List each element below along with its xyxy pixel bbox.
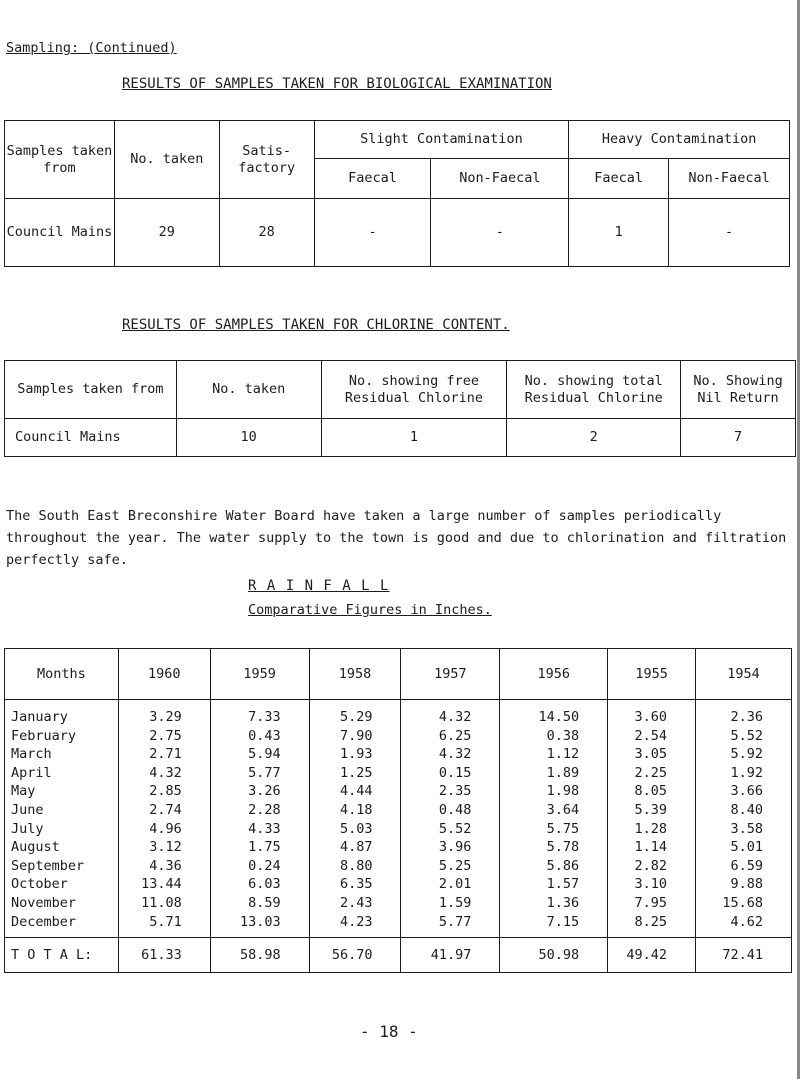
cell-rainfall-value: 2.71	[118, 745, 210, 764]
cell-total-value: 41.97	[401, 938, 500, 973]
cell-no: 29	[114, 199, 219, 267]
cell-rainfall-value: 5.94	[210, 745, 309, 764]
cell-rainfall-value: 3.26	[210, 782, 309, 801]
cell-rainfall-value: 3.96	[401, 838, 500, 857]
cell-rainfall-value: 1.93	[309, 745, 401, 764]
cell-rainfall-value: 2.35	[401, 782, 500, 801]
cell-rainfall-value: 7.90	[309, 727, 401, 746]
cell-total-value: 58.98	[210, 938, 309, 973]
cell-rainfall-value: 5.52	[401, 820, 500, 839]
cell-rainfall-value: 7.15	[500, 913, 608, 938]
cell-rainfall-value: 11.08	[118, 894, 210, 913]
cell-rainfall-value: 5.86	[500, 857, 608, 876]
cell-rainfall-value: 2.28	[210, 801, 309, 820]
cell-rainfall-value: 4.36	[118, 857, 210, 876]
table-row	[5, 913, 792, 938]
header-year-1959: 1959	[210, 649, 309, 700]
header-heavy-faecal: Faecal	[569, 159, 669, 199]
cell-rainfall-value: 3.66	[696, 782, 792, 801]
header-year-1958: 1958	[309, 649, 401, 700]
header-heavy-contamination: Heavy Contamination	[569, 121, 790, 159]
rainfall-table	[4, 648, 792, 973]
cell-total-value: 49.42	[608, 938, 696, 973]
total-label: T O T A L:	[5, 938, 119, 973]
cell-rainfall-value: 4.33	[210, 820, 309, 839]
cell-rainfall-value: 2.74	[118, 801, 210, 820]
header-year-1954: 1954	[696, 649, 792, 700]
cell-rainfall-value: 15.68	[696, 894, 792, 913]
cell-month: January	[5, 700, 119, 727]
cell-rainfall-value: 3.12	[118, 838, 210, 857]
cell-rainfall-value: 3.60	[608, 700, 696, 727]
table-row	[5, 764, 792, 783]
cell-rainfall-value: 1.98	[500, 782, 608, 801]
header-year-1957: 1957	[401, 649, 500, 700]
cell-rainfall-value: 4.44	[309, 782, 401, 801]
biological-results-table	[4, 120, 790, 267]
cell-rainfall-value: 2.01	[401, 875, 500, 894]
header-year-1956: 1956	[500, 649, 608, 700]
cell-rainfall-value: 3.05	[608, 745, 696, 764]
cell-rainfall-value: 4.23	[309, 913, 401, 938]
cell-rainfall-value: 0.48	[401, 801, 500, 820]
table-row	[5, 419, 796, 457]
cell-rainfall-value: 13.03	[210, 913, 309, 938]
header-free-residual-chlorine: No. showing free Residual Chlorine	[321, 361, 507, 419]
cell-rainfall-value: 2.43	[309, 894, 401, 913]
total-row	[5, 938, 792, 973]
water-supply-paragraph: The South East Breconshire Water Board have taken a large number of samples periodically throughout the year. The water supply to the town is good and due to chlorination and filtration perfectly safe.	[6, 508, 787, 568]
chlorine-results-table	[4, 360, 796, 457]
section-title: Sampling: (Continued)	[6, 40, 177, 56]
cell-rainfall-value: 6.35	[309, 875, 401, 894]
cell-rainfall-value: 0.24	[210, 857, 309, 876]
cell-rainfall-value: 9.88	[696, 875, 792, 894]
cell-rainfall-value: 5.39	[608, 801, 696, 820]
table-row	[5, 745, 792, 764]
cell-from: Council Mains	[5, 199, 115, 267]
cell-rainfall-value: 5.78	[500, 838, 608, 857]
cell-month: July	[5, 820, 119, 839]
cell-month: December	[5, 913, 119, 938]
cell-total: 2	[507, 419, 681, 457]
table-row	[5, 838, 792, 857]
cell-rainfall-value: 5.52	[696, 727, 792, 746]
cell-rainfall-value: 1.75	[210, 838, 309, 857]
cell-slight-faecal: -	[314, 199, 431, 267]
cell-rainfall-value: 8.40	[696, 801, 792, 820]
cell-rainfall-value: 1.28	[608, 820, 696, 839]
table-row	[5, 857, 792, 876]
header-no-taken: No. taken	[114, 121, 219, 199]
cell-rainfall-value: 1.25	[309, 764, 401, 783]
cell-rainfall-value: 5.77	[401, 913, 500, 938]
header-heavy-non-faecal: Non-Faecal	[669, 159, 790, 199]
cell-total-value: 50.98	[500, 938, 608, 973]
cell-rainfall-value: 7.95	[608, 894, 696, 913]
cell-rainfall-value: 5.92	[696, 745, 792, 764]
cell-rainfall-value: 4.18	[309, 801, 401, 820]
cell-rainfall-value: 1.89	[500, 764, 608, 783]
cell-rainfall-value: 6.59	[696, 857, 792, 876]
cell-rainfall-value: 14.50	[500, 700, 608, 727]
table-row	[5, 782, 792, 801]
cell-total-value: 72.41	[696, 938, 792, 973]
cell-rainfall-value: 5.25	[401, 857, 500, 876]
cell-rainfall-value: 8.25	[608, 913, 696, 938]
header-no-taken: No. taken	[176, 361, 321, 419]
table-row	[5, 700, 792, 727]
header-samples-from: Samples taken from	[5, 361, 177, 419]
cell-rainfall-value: 3.10	[608, 875, 696, 894]
cell-rainfall-value: 3.58	[696, 820, 792, 839]
page-number: - 18 -	[360, 1022, 418, 1041]
cell-rainfall-value: 5.03	[309, 820, 401, 839]
cell-slight-non-faecal: -	[431, 199, 569, 267]
cell-from: Council Mains	[5, 419, 177, 457]
cell-no: 10	[176, 419, 321, 457]
table-row	[5, 727, 792, 746]
header-slight-non-faecal: Non-Faecal	[431, 159, 569, 199]
table-row	[5, 801, 792, 820]
biological-results-title: RESULTS OF SAMPLES TAKEN FOR BIOLOGICAL EXAMINATION	[122, 76, 552, 92]
cell-month: February	[5, 727, 119, 746]
cell-rainfall-value: 1.57	[500, 875, 608, 894]
header-slight-contamination: Slight Contamination	[314, 121, 569, 159]
cell-rainfall-value: 0.15	[401, 764, 500, 783]
cell-rainfall-value: 2.25	[608, 764, 696, 783]
header-total-residual-chlorine: No. showing total Residual Chlorine	[507, 361, 681, 419]
cell-rainfall-value: 2.54	[608, 727, 696, 746]
cell-rainfall-value: 2.85	[118, 782, 210, 801]
header-slight-faecal: Faecal	[314, 159, 431, 199]
cell-rainfall-value: 1.12	[500, 745, 608, 764]
cell-rainfall-value: 5.77	[210, 764, 309, 783]
cell-month: September	[5, 857, 119, 876]
header-samples-from: Samples taken from	[5, 121, 115, 199]
cell-rainfall-value: 5.01	[696, 838, 792, 857]
cell-rainfall-value: 4.32	[401, 745, 500, 764]
cell-month: March	[5, 745, 119, 764]
cell-rainfall-value: 5.75	[500, 820, 608, 839]
header-months: Months	[5, 649, 119, 700]
cell-satisfactory: 28	[219, 199, 314, 267]
table-row	[5, 820, 792, 839]
cell-nil: 7	[681, 419, 796, 457]
header-satisfactory: Satis- factory	[219, 121, 314, 199]
cell-rainfall-value: 8.80	[309, 857, 401, 876]
cell-rainfall-value: 6.25	[401, 727, 500, 746]
cell-rainfall-value: 5.29	[309, 700, 401, 727]
cell-rainfall-value: 4.62	[696, 913, 792, 938]
rainfall-subtitle: Comparative Figures in Inches.	[248, 602, 492, 618]
cell-rainfall-value: 4.32	[401, 700, 500, 727]
cell-rainfall-value: 0.43	[210, 727, 309, 746]
rainfall-title: R A I N F A L L	[248, 578, 390, 594]
table-row	[5, 894, 792, 913]
cell-month: August	[5, 838, 119, 857]
cell-month: November	[5, 894, 119, 913]
cell-rainfall-value: 1.92	[696, 764, 792, 783]
cell-rainfall-value: 2.82	[608, 857, 696, 876]
header-year-1955: 1955	[608, 649, 696, 700]
cell-rainfall-value: 8.05	[608, 782, 696, 801]
cell-total-value: 56.70	[309, 938, 401, 973]
table-row	[5, 875, 792, 894]
cell-free: 1	[321, 419, 507, 457]
header-year-1960: 1960	[118, 649, 210, 700]
cell-rainfall-value: 7.33	[210, 700, 309, 727]
cell-rainfall-value: 3.29	[118, 700, 210, 727]
header-nil-return: No. Showing Nil Return	[681, 361, 796, 419]
cell-rainfall-value: 4.87	[309, 838, 401, 857]
cell-rainfall-value: 1.14	[608, 838, 696, 857]
cell-rainfall-value: 2.75	[118, 727, 210, 746]
cell-month: May	[5, 782, 119, 801]
cell-rainfall-value: 3.64	[500, 801, 608, 820]
cell-heavy-non-faecal: -	[669, 199, 790, 267]
table-row	[5, 199, 790, 267]
chlorine-results-title: RESULTS OF SAMPLES TAKEN FOR CHLORINE CONTENT.	[122, 317, 510, 333]
cell-total-value: 61.33	[118, 938, 210, 973]
cell-rainfall-value: 13.44	[118, 875, 210, 894]
cell-rainfall-value: 5.71	[118, 913, 210, 938]
cell-rainfall-value: 6.03	[210, 875, 309, 894]
cell-rainfall-value: 1.36	[500, 894, 608, 913]
cell-rainfall-value: 8.59	[210, 894, 309, 913]
cell-rainfall-value: 2.36	[696, 700, 792, 727]
cell-month: April	[5, 764, 119, 783]
cell-rainfall-value: 4.96	[118, 820, 210, 839]
cell-month: June	[5, 801, 119, 820]
cell-month: October	[5, 875, 119, 894]
cell-rainfall-value: 4.32	[118, 764, 210, 783]
cell-heavy-faecal: 1	[569, 199, 669, 267]
cell-rainfall-value: 0.38	[500, 727, 608, 746]
cell-rainfall-value: 1.59	[401, 894, 500, 913]
